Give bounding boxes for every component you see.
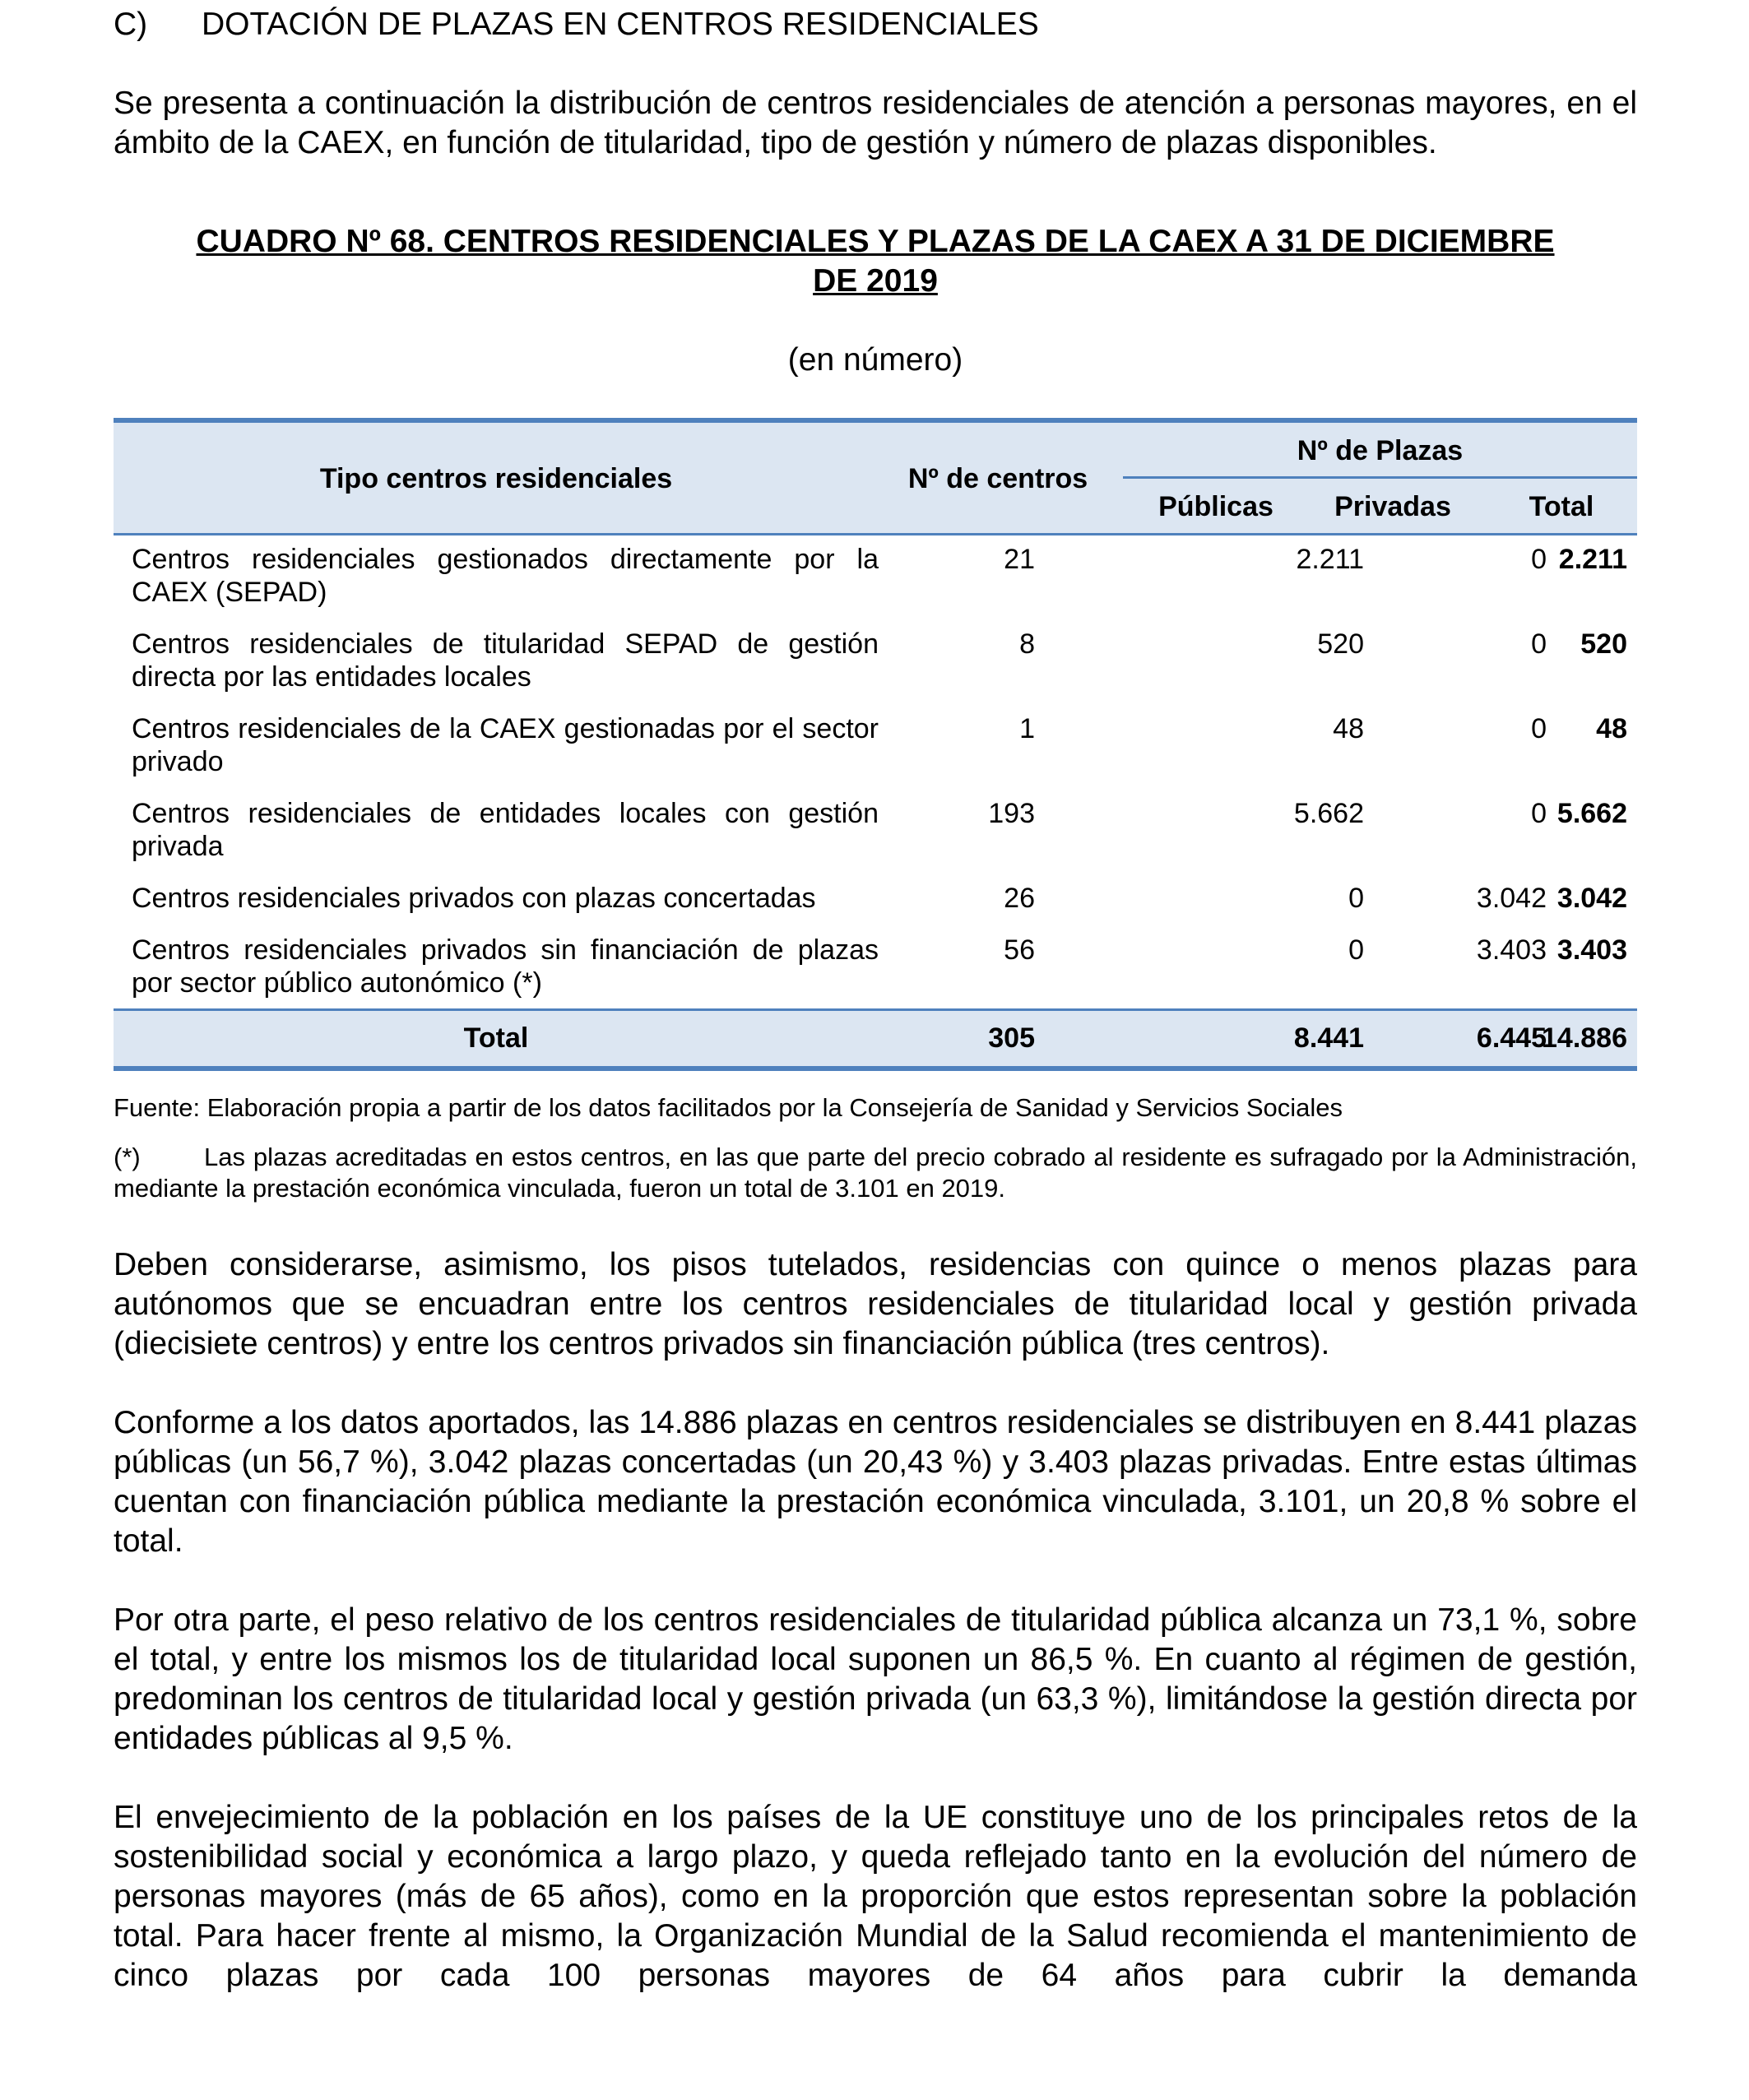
header-total: Total — [1529, 491, 1594, 522]
table-row-centers: 26 — [1004, 883, 1035, 914]
table-row-description: Centros residenciales privados sin financiación de plazas por sector público autonómico (*) — [132, 934, 879, 999]
table-subheader-rule — [1123, 476, 1637, 479]
total-row-total: 14.886 — [1542, 1022, 1627, 1054]
table-row-private: 3.403 — [1476, 934, 1547, 966]
total-row-private: 6.445 — [1476, 1022, 1547, 1054]
table-row-centers: 56 — [1004, 934, 1035, 966]
intro-paragraph: Se presenta a continuación la distribución de centros residenciales de atención a personas mayores, en el ámbito de la CAEX, en función de titularidad, tipo de gestión y número de plazas disponibles. — [114, 86, 1637, 160]
table-row-description: Centros residenciales gestionados directamente por la CAEX (SEPAD) — [132, 544, 879, 608]
table-row-total: 5.662 — [1556, 798, 1627, 829]
footnote-text: Las plazas acreditadas en estos centros, en las que parte del precio cobrado al residente es sufragado por la Administración, mediante la prestación económica vinculada, fueron un total de 3.101 en 2019. — [114, 1143, 1637, 1203]
body-paragraph: Conforme a los datos aportados, las 14.886 plazas en centros residenciales se distribuyen en 8.441 plazas públicas (un 56,7 %), 3.042 plazas concertadas (un 20,43 %) y 3.403 plazas privadas. Entre estas últimas cuentan con financiación pública mediante la prestación económica vinculada, 3.101, un 20,8 % sobre el total. — [114, 1405, 1637, 1559]
table-units: (en número) — [787, 342, 963, 378]
table-row-public: 0 — [1348, 934, 1364, 966]
header-type: Tipo centros residenciales — [319, 463, 673, 494]
section-heading — [114, 5, 1039, 44]
table-row-public: 5.662 — [1293, 798, 1364, 829]
table-row-description: Centros residenciales de entidades locales con gestión privada — [132, 798, 879, 862]
table-row-centers: 8 — [1019, 628, 1035, 660]
table-bottom-rule — [114, 1066, 1637, 1071]
table-row-private: 0 — [1531, 628, 1547, 660]
table-row-public: 2.211 — [1296, 544, 1364, 575]
table-top-rule — [114, 418, 1637, 423]
footnote-mark: (*) — [114, 1143, 141, 1171]
header-centers: Nº de centros — [907, 463, 1088, 494]
section-title: DOTACIÓN DE PLAZAS EN CENTROS RESIDENCIALES — [202, 7, 1039, 42]
table-source: Fuente: Elaboración propia a partir de los datos facilitados por la Consejería de Sanidad y Servicios Sociales — [114, 1093, 1343, 1122]
table-row-total: 3.042 — [1556, 883, 1627, 914]
header-public: Públicas — [1158, 491, 1273, 522]
table-row-private: 0 — [1531, 798, 1547, 829]
table-row-centers: 21 — [1004, 544, 1035, 575]
body-paragraph: El envejecimiento de la población en los países de la UE constituye uno de los principales retos de la sostenibilidad social y económica a largo plazo, y queda reflejado tanto en la evolución del número de personas mayores (más de 65 años), como en la proporción que estos representan sobre la población total. Para hacer frente al mismo, la Organización Mundial de la Salud recomienda el mantenimiento de cinco plazas por cada 100 personas mayores de 64 años para cubrir la demanda — [114, 1800, 1637, 1993]
table-row-total: 48 — [1596, 713, 1627, 744]
table-row-public: 520 — [1317, 628, 1364, 660]
table-row-public: 0 — [1348, 883, 1364, 914]
table-row-total: 2.211 — [1558, 544, 1627, 575]
table-caption — [114, 222, 1637, 301]
table-row-private: 3.042 — [1476, 883, 1547, 914]
body-paragraph: Deben considerarse, asimismo, los pisos tutelados, residencias con quince o menos plazas para autónomos que se encuadran entre los centros residenciales de titularidad local y gestión privada (diecisiete centros) y entre los centros privados sin financiación pública (tres centros). — [114, 1247, 1637, 1361]
total-row-public: 8.441 — [1293, 1022, 1364, 1054]
table-caption-line-1: CUADRO Nº 68. CENTROS RESIDENCIALES Y PLAZAS DE LA CAEX A 31 DE DICIEMBRE — [196, 224, 1555, 259]
table-row-public: 48 — [1333, 713, 1364, 744]
header-private: Privadas — [1334, 491, 1451, 522]
total-row-centers: 305 — [988, 1022, 1035, 1054]
table-row-centers: 1 — [1019, 713, 1035, 744]
table-row-description: Centros residenciales de la CAEX gestionadas por el sector privado — [132, 713, 879, 777]
table-row-total: 3.403 — [1556, 934, 1627, 966]
table-row-centers: 193 — [988, 798, 1035, 829]
total-row-label: Total — [463, 1022, 529, 1054]
table-row-description: Centros residenciales privados con plazas concertadas — [132, 883, 816, 914]
body-paragraph: Por otra parte, el peso relativo de los centros residenciales de titularidad pública alcanza un 73,1 %, sobre el total, y entre los mismos los de titularidad local suponen un 86,5 %. En cuanto al régimen de gestión, predominan los centros de titularidad local y gestión privada (un 63,3 %), limitándose la gestión directa por entidades públicas al 9,5 %. — [114, 1602, 1637, 1756]
table-row-total: 520 — [1580, 628, 1627, 660]
header-places: Nº de Plazas — [1297, 435, 1464, 466]
table-header-rule — [114, 533, 1637, 535]
table-caption-line-2: DE 2019 — [813, 263, 938, 299]
table-total-rule — [114, 1008, 1637, 1011]
table-row-private: 0 — [1531, 713, 1547, 744]
table-row-private: 0 — [1531, 544, 1547, 575]
data-table — [114, 418, 1637, 1073]
table-footnote — [114, 1142, 1637, 1204]
table-row-description: Centros residenciales de titularidad SEPAD de gestión directa por las entidades locales — [132, 628, 879, 693]
section-letter: C) — [114, 7, 148, 42]
